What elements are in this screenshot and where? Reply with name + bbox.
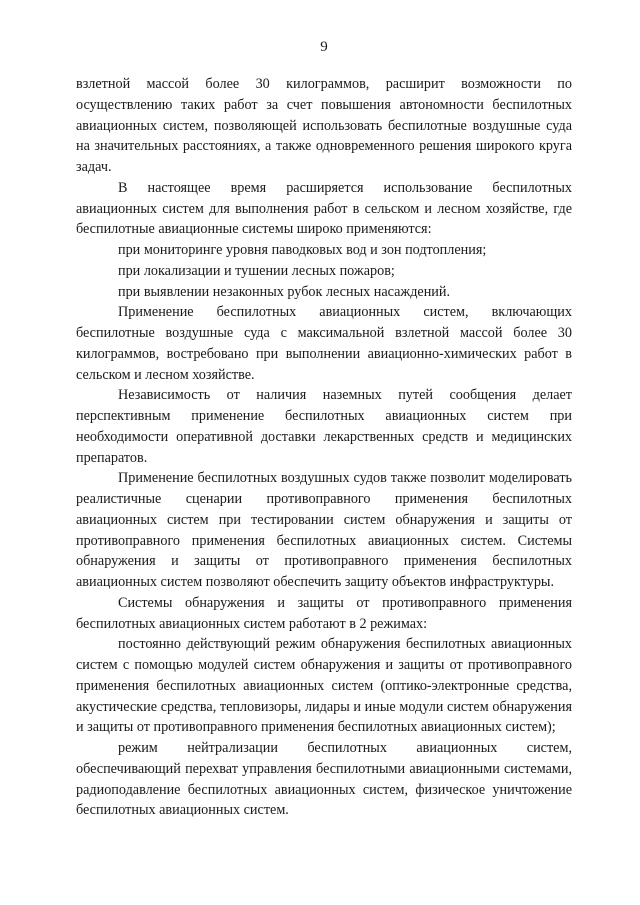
paragraph: Независимость от наличия наземных путей сообщения делает перспективным применение беспилотных авиационных систем при необходимости оперативной доставки лекарственных средств и медицинских препаратов. [76,387,572,466]
list-item: постоянно действующий режим обнаружения беспилотных авиационных систем с помощью модулей систем обнаружения и защиты от противоправного применения беспилотных авиационных систем (оптико-электронные средства, акустические средства, тепловизоры, лидары и иные модули систем обнаружения и защиты от противоправного применения беспилотных авиационных систем); [76,636,572,736]
paragraph: Применение беспилотных воздушных судов также позволит моделировать реалистичные сценарии противоправного применения беспилотных авиационных систем при тестировании систем обнаружения и защиты от противоправного применения беспилотных авиационных систем. Системы обнаружения и защиты от противоправного применения беспилотных авиационных систем позволяют обеспечить защиту объектов инфраструктуры. [76,470,572,590]
paragraph: взлетной массой более 30 килограммов, расширит возможности по осуществлению таких работ за счет повышения автономности беспилотных авиационных систем, позволяющей использовать беспилотные воздушные суда на значительных расстояниях, а также одновременного решения широкого круга задач. [76,76,572,175]
paragraph: Системы обнаружения и защиты от противоправного применения беспилотных авиационных систем работают в 2 режимах: [76,594,572,632]
list-item: при локализации и тушении лесных пожаров; [118,262,395,279]
list-item: режим нейтрализации беспилотных авиационных систем, обеспечивающий перехват управления беспилотными авиационными системами, радиоподавление беспилотных авиационных систем, физическое уничтожение беспилотных авиационных систем. [76,740,572,819]
document-body [76,74,572,821]
list-item: при мониторинге уровня паводковых вод и зон подтопления; [118,242,487,258]
list-item: при выявлении незаконных рубок лесных насаждений. [118,283,451,300]
page-number: 9 [320,39,328,55]
paragraph: Применение беспилотных авиационных систем, включающих беспилотные воздушные суда с максимальной взлетной массой более 30 килограммов, востребовано при выполнении авиационно-химических работ в сельском и лесном хозяйстве. [76,304,572,383]
paragraph: В настоящее время расширяется использование беспилотных авиационных систем для выполнения работ в сельском и лесном хозяйстве, где беспилотные авиационные системы широко применяются: [76,179,572,238]
